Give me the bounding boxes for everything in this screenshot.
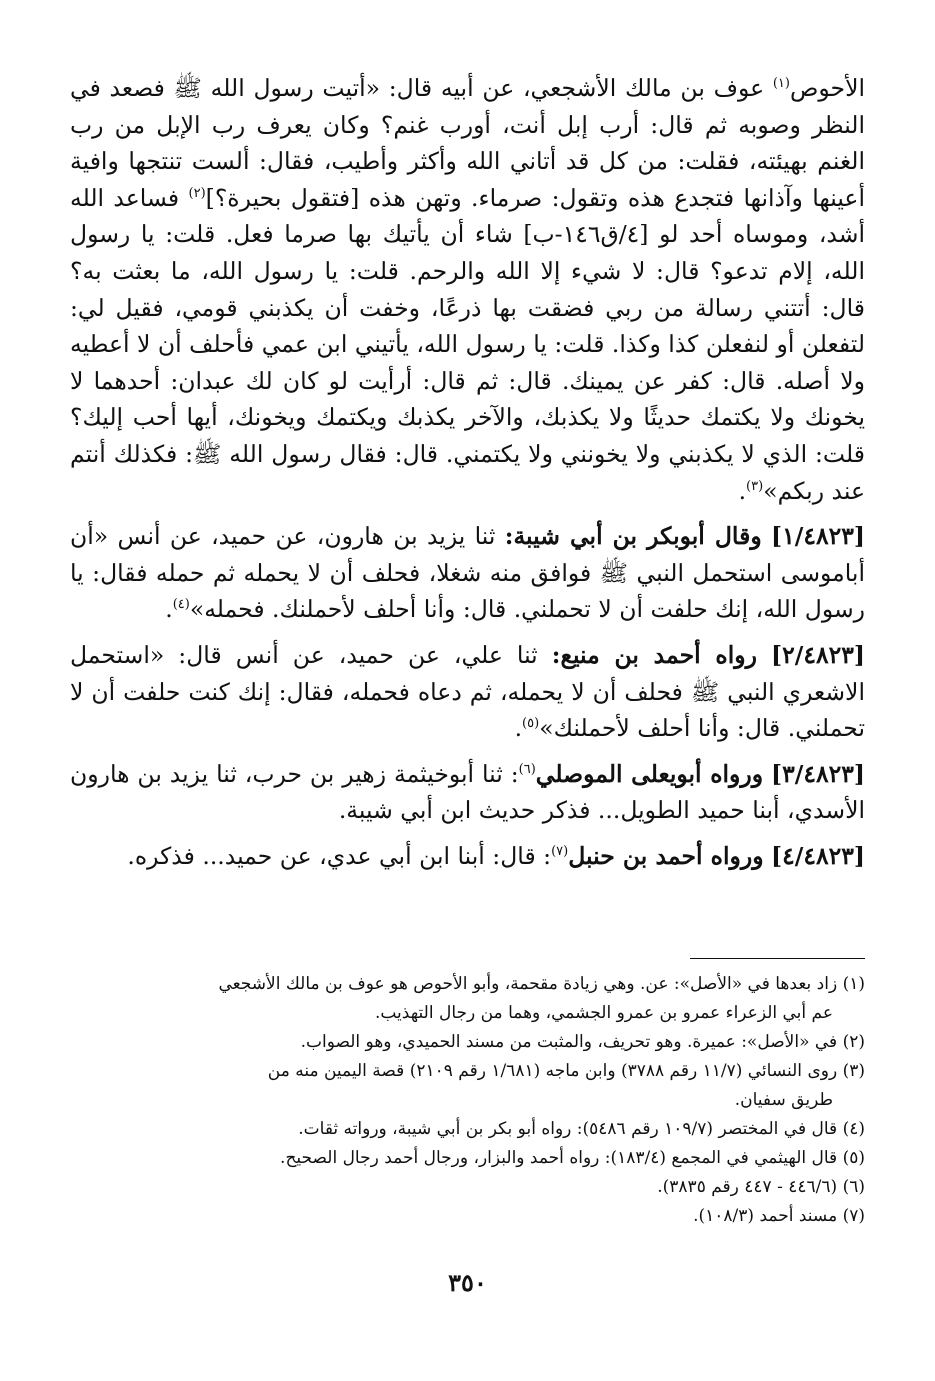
footnote-marker: (٣) <box>746 478 764 494</box>
footnote-item <box>70 1057 865 1115</box>
text-segment: الأحوص <box>789 74 865 102</box>
paragraph-hadith-text <box>70 70 865 509</box>
hadith-text: ثنا يزيد بن هارون، عن حميد، عن أنس «أن أباموسى استحمل النبي ﷺ فوافق منه شغلا، فحلف أن لا يحمله ثم حمله فقال: يا رسول الله، إنك حلفت أن لا تحملني. قال: وأنا أحلف لأحملنك. فحمله» <box>70 522 865 624</box>
footnote-divider <box>690 958 865 959</box>
hadith-text: : ثنا أبوخيثمة زهير بن حرب، ثنا يزيد بن هارون الأسدي، أبنا حميد الطويل... فذكر حديث ابن أبي شيبة. <box>70 759 865 825</box>
footnote-marker: (١) <box>772 76 790 92</box>
hadith-text: : قال: أبنا ابن أبي عدي، عن حميد... فذكره. <box>127 841 552 870</box>
main-text <box>70 70 865 874</box>
hadith-text: ثنا علي، عن حميد، عن أنس قال: «استحمل الاشعري النبي ﷺ فحلف أن لا يحمله، ثم دعاه فحمله، فقال: إنك كنت حلفت أن لا تحملني. قال: وأنا أحلف لأحملنك» <box>70 640 865 743</box>
footnote-text: قال الهيثمي في المجمع (١٨٣/٤): رواه أحمد والبزار، ورجال أحمد رجال الصحيح. <box>280 1148 838 1168</box>
paragraph-4823-1 <box>70 518 865 628</box>
paragraph-4823-2 <box>70 637 865 747</box>
text-segment: عوف بن مالك الأشجعي، عن أبيه قال: «أتيت رسول الله ﷺ فصعد في النظر وصوبه ثم قال: أرب إبل أنت، أورب غنم؟ وكان يعرف رب الإبل من رب الغنم بهيئته، فقلت: من كل قد أتاني الله وأكثر وأطيب، فقال: ألست تنتجها وافية أعينها وآذانها فتجدع هذه وتقول: صرماء. وتهن هذه [فتقول بحيرة؟] <box>70 74 865 212</box>
hadith-number: [١/٤٨٢٣] <box>771 522 865 551</box>
narrator-name: ورواه أحمد بن حنبل <box>568 841 764 870</box>
footnote-marker: (٥) <box>522 716 540 732</box>
footnote-text: روى النسائي (١١/٧ رقم ٣٧٨٨) وابن ماجه (١/٦٨١ رقم ٢١٠٩) قصة اليمين منه من <box>267 1061 838 1081</box>
text-segment: فساعد الله أشد، وموساه أحد لو [٤/ق١٤٦-ب] شاء أن يأتيك بها صرما فعل. قلت: يا رسول الله، إلام تدعو؟ قال: لا شيء إلا الله والرحم. قلت: يا رسول الله، ما بعثت به؟ قال: أتتني رسالة من ربي فضقت بها ذرعًا، وخفت أن يكذبني قومي، فقيل لي: لتفعلن أو لنفعلن كذا وكذا. قلت: يا رسول الله، يأتيني ابن عمي فأحلف أن لا أعطيه ولا أصله. قال: كفر عن يمينك. قال: ثم قال: أرأيت لو كان لك عبدان: أحدهما لا يخونك ولا يكتمك حديثًا ولا يكذبك، والآخر يكذبك ويكتمك ويخونك، أيها أحب إليك؟ قلت: الذي لا يكذبني ولا يخونني ولا يكتمني. قال: فقال رسول الله ﷺ: فكذلك أنتم عند ربكم» <box>70 183 865 505</box>
footnotes <box>70 970 865 1231</box>
footnote-marker: (٧) <box>551 844 569 860</box>
footnote-number: (٢) <box>842 1032 865 1052</box>
paragraph-4823-4 <box>70 838 865 875</box>
footnote-item <box>70 1028 865 1057</box>
footnote-marker: (٦) <box>518 761 536 777</box>
text-segment: . <box>514 714 523 743</box>
narrator-name: ورواه أبويعلى الموصلي <box>535 759 764 788</box>
footnote-text: (٤٤٦/٦ - ٤٤٧ رقم ٣٨٣٥). <box>657 1177 838 1197</box>
footnote-item <box>70 1115 865 1144</box>
page-number: ٣٥٠ <box>448 1268 487 1297</box>
narrator-name: وقال أبوبكر بن أبي شيبة: <box>504 522 762 551</box>
footnote-number: (٤) <box>842 1119 865 1139</box>
footnote-text: في «الأصل»: عميرة. وهو تحريف، والمثبت من مسند الحميدي، وهو الصواب. <box>300 1032 838 1052</box>
footnote-number: (١) <box>842 974 865 994</box>
footnote-item <box>70 1144 865 1173</box>
footnote-text: مسند أحمد (١٠٨/٣). <box>693 1206 838 1226</box>
footnote-item <box>70 970 865 1028</box>
footnote-marker: (٢) <box>188 185 206 201</box>
text-segment: . <box>738 476 747 505</box>
footnote-number: (٣) <box>842 1061 865 1081</box>
paragraph-4823-3 <box>70 756 865 829</box>
narrator-name: رواه أحمد بن منيع: <box>551 640 757 669</box>
footnote-marker: (٤) <box>172 597 190 613</box>
footnote-number: (٧) <box>842 1206 865 1226</box>
hadith-number: [٤/٤٨٢٣] <box>771 841 865 870</box>
hadith-number: [٢/٤٨٢٣] <box>771 640 865 669</box>
footnote-item <box>70 1202 865 1231</box>
footnote-text-continued: طريق سفيان. <box>734 1090 833 1110</box>
footnote-text: زاد بعدها في «الأصل»: عن. وهي زيادة مقحمة، وأبو الأحوص هو عوف بن مالك الأشجعي <box>218 974 838 994</box>
text-segment: . <box>165 595 173 624</box>
footnote-text: قال في المختصر (١٠٩/٧ رقم ٥٤٨٦): رواه أبو بكر بن أبي شيبة، ورواته ثقات. <box>298 1119 838 1139</box>
footnote-item <box>70 1173 865 1202</box>
footnote-number: (٥) <box>842 1148 865 1168</box>
footnote-number: (٦) <box>842 1177 865 1197</box>
hadith-number: [٣/٤٨٢٣] <box>771 759 865 788</box>
footnote-text-continued: عم أبي الزعراء عمرو بن عمرو الجشمي، وهما من رجال التهذيب. <box>374 1003 833 1023</box>
